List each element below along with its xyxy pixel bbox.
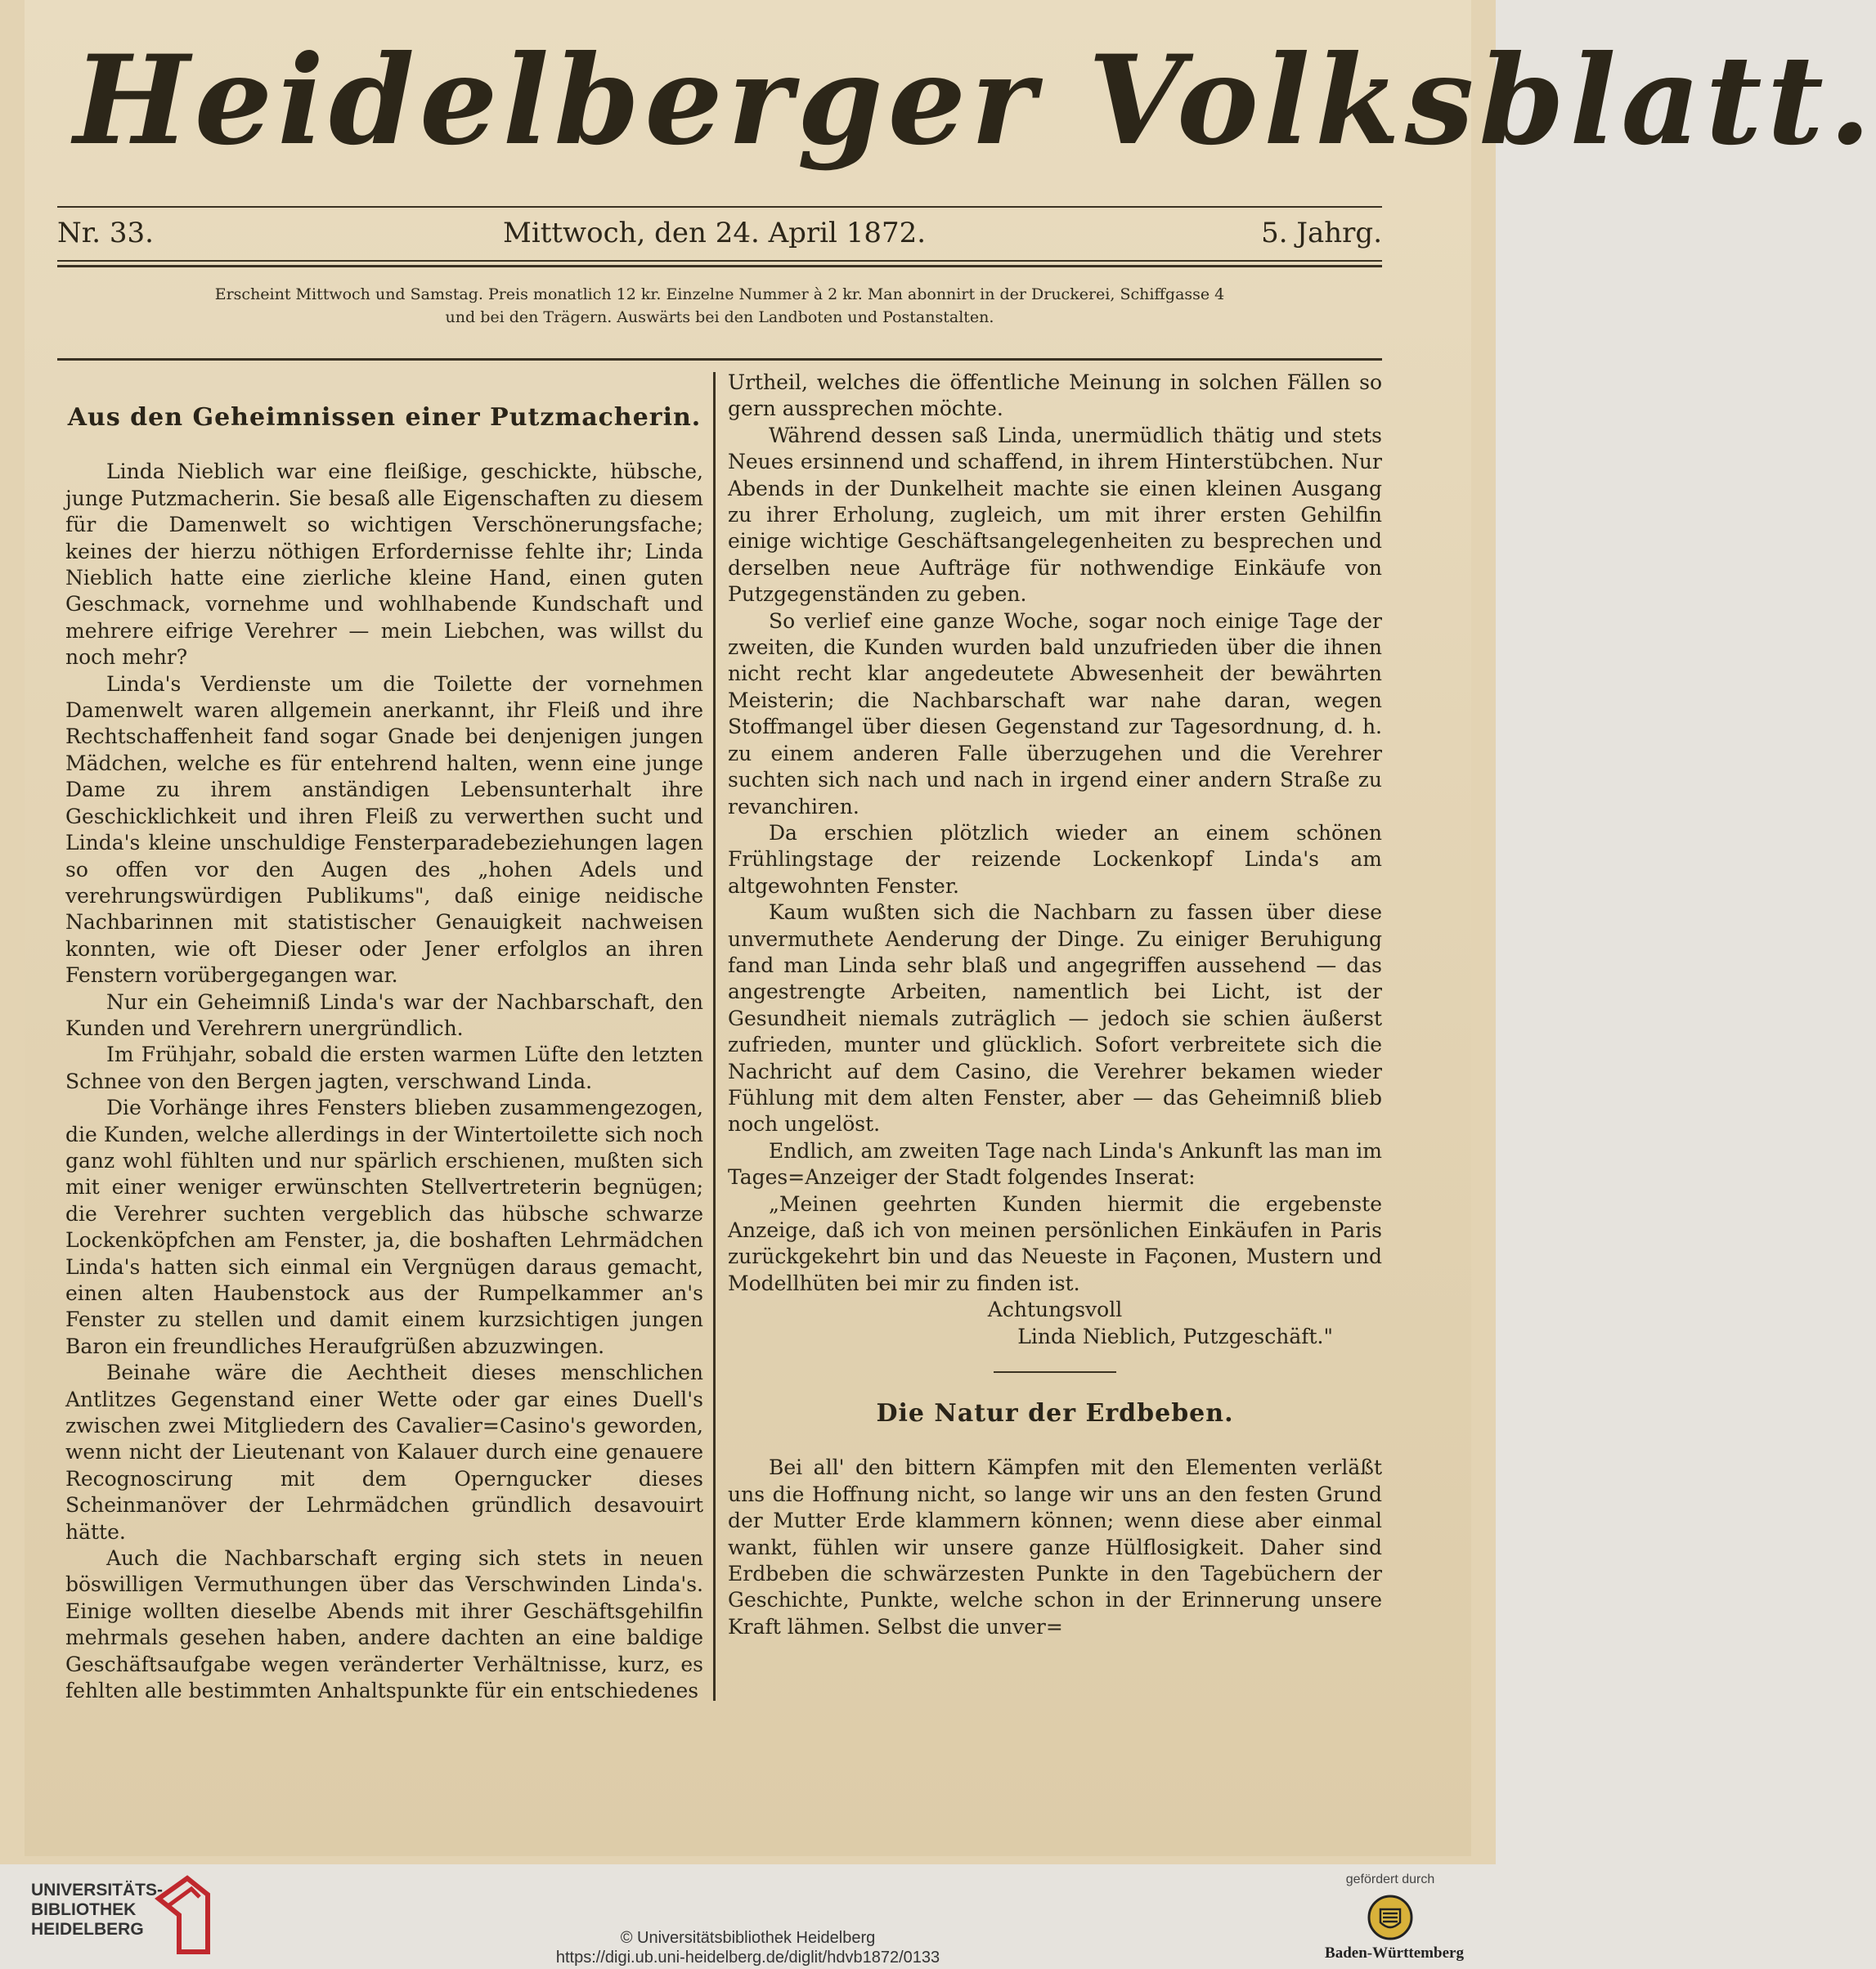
ub-logo-line: BIBLIOTHEK (31, 1900, 137, 1919)
permalink-url[interactable]: https://digi.ub.uni-heidelberg.de/diglit/hdvb1872/0133 (555, 1949, 940, 1967)
subscription-line-1: Erscheint Mittwoch und Samstag. Preis monatlich 12 kr. Einzelne Nummer à 2 kr. Man abonnirt in der Druckerei, Schiffgasse 4 (214, 285, 1225, 303)
article-divider (994, 1371, 1116, 1373)
article1-paragraph: Im Frühjahr, sobald die ersten warmen Lüfte den letzten Schnee von den Bergen jagten, verschwand Linda. (65, 1043, 703, 1093)
column-separator (713, 372, 716, 1701)
article1-paragraph: Linda's Verdienste um die Toilette der vornehmen Damenwelt waren allgemein anerkannt, ihr Fleiß und ihre Rechtschaffenheit fand sogar Gnade bei denjenigen jungen Mädchen, welche es für entehrend halten, wenn eine junge Dame zu ihrem anständigen Lebensunterhalt ihre Geschicklichkeit und ihren Fleiß zu verwerthen sucht und Linda's kleine unschuldige Fensterparadebeziehungen lagen so offen vor den Augen des „hohen Adels und verehrungswürdigen Publikums", daß einige neidische Nachbarinnen mit statistischer Genauigkeit nachweisen konnten, wie oft Dieser oder Jener erfolglos an ihren Fenstern vorübergegangen war. (65, 671, 703, 988)
issue-year: 5. Jahrg. (1261, 217, 1382, 249)
issue-rule-thin (57, 260, 1382, 262)
article1-paragraph: Beinahe wäre die Aechtheit dieses menschlichen Antlitzes Gegenstand einer Wette oder gar eines Duell's zwischen zwei Mitgliedern des Cavalier=Casino's geworden, wenn nicht der Lieutenant von Kalauer durch eine genauere Recognoscirung mit dem Operngucker dieses Scheinmanöver der Lehrmädchen gründlich desavouirt hätte. (65, 1361, 703, 1544)
article1-continuation: Urtheil, welches die öffentliche Meinung in solchen Fällen so gern aussprechen möchte. (728, 370, 1382, 421)
inserat-signoff: Achtungsvoll (987, 1298, 1123, 1322)
issue-date: Mittwoch, den 24. April 1872. (503, 217, 927, 249)
issue-rule-thick (57, 265, 1382, 267)
article1-continuation: Da erschien plötzlich wieder an einem schönen Frühlingstage der reizende Lockenkopf Linda's am altgewohnten Fenster. (728, 820, 1382, 898)
copyright-notice: © Universitätsbibliothek Heidelberg (620, 1929, 876, 1947)
article2-paragraph: Bei all' den bittern Kämpfen mit den Elementen verläßt uns die Hoffnung nicht, so lange wir uns an den festen Grund der Mutter Erde klammern können; wenn diese aber einmal wankt, fühlen wir unsere ganze Hülflosigkeit. Daher sind Erdbeben die schwärzesten Punkte in den Tagebüchern der Geschichte, Punkte, welche schon in der Erinnerung unsere Kraft lähmen. Selbst die unver= (728, 1455, 1382, 1639)
inserat-text: „Meinen geehrten Kunden hiermit die ergebenste Anzeige, daß ich von meinen persönlichen Einkäufen in Paris zurückgekehrt bin und das Neueste in Façonen, Mustern und Modellhüten bei mir zu finden ist. (728, 1191, 1382, 1295)
subscription-rule (57, 358, 1382, 361)
funded-by-label: gefördert durch (1345, 1873, 1435, 1886)
ub-logo-line: HEIDELBERG (31, 1920, 144, 1939)
issue-number: Nr. 33. (57, 217, 154, 249)
issue-line (57, 209, 1382, 258)
masthead-rule-top (57, 206, 1382, 208)
baden-wuerttemberg-label: Baden-Württemberg (1325, 1944, 1464, 1962)
inserat-signature: Linda Nieblich, Putzgeschäft." (1017, 1324, 1333, 1348)
article1-paragraph: Nur ein Geheimniß Linda's war der Nachbarschaft, den Kunden und Verehrern unergründlich. (65, 989, 703, 1040)
column-left (65, 372, 703, 1705)
ub-logo-line: UNIVERSITÄTS- (31, 1881, 164, 1899)
newspaper-page (25, 0, 1876, 1856)
article1-continuation: So verlief eine ganze Woche, sogar noch einige Tage der zweiten, die Kunden wurden bald unzufrieden über die ihnen nicht recht klar angedeutete Abwesenheit der bewährten Meisterin; die Nachbarschaft war nahe daran, wegen Stoffmangel über diesen Gegenstand zur Tagesordnung, d. h. zu einem anderen Falle überzugehen und die Verehrer suchten sich nach und nach in irgend einer andern Straße zu revanchiren. (728, 608, 1382, 819)
masthead-title: Heidelberger Volksblatt. (74, 29, 1876, 173)
article1-continuation: Endlich, am zweiten Tage nach Linda's Ankunft las man im Tages=Anzeiger der Stadt folgendes Inserat: (728, 1138, 1382, 1190)
article2-title: Die Natur der Erdbeben. (876, 1399, 1234, 1429)
article1-title: Aus den Geheimnissen einer Putzmacherin. (67, 403, 702, 432)
column-right (728, 370, 1382, 1640)
baden-wuerttemberg-seal-icon (1358, 1893, 1423, 1942)
article1-continuation: Während dessen saß Linda, unermüdlich thätig und stets Neues ersinnend und schaffend, in ihrem Hinterstübchen. Nur Abends in der Dunkelheit machte sie einen kleinen Ausgang zu ihrer Erholung, zugleich, um mit ihrer ersten Gehilfin einige wichtige Geschäftsangelegenheiten zu besprechen und derselben neue Aufträge für nothwendige Einkäufe von Putzgegenständen zu geben. (728, 423, 1382, 607)
article1-paragraph: Die Vorhänge ihres Fensters blieben zusammengezogen, die Kunden, welche allerdings in der Wintertoilette sich noch ganz wohl fühlten und nur spärlich erschienen, mußten sich mit einer weniger erwünschten Stellvertreterin begnügen; die Verehrer suchten vergeblich das hübsche schwarze Lockenköpfchen am Fenster, ja, die boshaften Lehrmädchen Linda's hatten sich einmal ein Vergnügen daraus gemacht, einen alten Haubenstock aus der Rumpelkammer an's Fenster zu stellen und damit einem kurzsichtigen jungen Baron ein freundliches Heraufgrüßen abzuzwingen. (65, 1096, 703, 1358)
article1-paragraph: Auch die Nachbarschaft erging sich stets in neuen böswilligen Vermuthungen über das Verschwinden Linda's. Einige wollten dieselbe Abends mit ihrer Geschäftsgehilfin mehrmals gesehen haben, andere dachten an eine baldige Geschäftsaufgabe wegen veränderter Verhältnisse, kurz, es fehlten alle bestimmten Anhaltspunkte für ein entschiedenes (65, 1546, 703, 1703)
article1-paragraph: Linda Nieblich war eine fleißige, geschickte, hübsche, junge Putzmacherin. Sie besaß alle Eigenschaften zu diesem für die Damenwelt so wichtigen Verschönerungsfache; keines der hierzu nöthigen Erfordernisse fehlte ihr; Linda Nieblich hatte eine zierliche kleine Hand, einen guten Geschmack, vornehme und wohlhabende Kundschaft und mehrere eifrige Verehrer — mein Liebchen, was willst du noch mehr? (65, 460, 703, 670)
article1-continuation: Kaum wußten sich die Nachbarn zu fassen über diese unvermuthete Aenderung der Dinge. Zu einiger Beruhigung fand man Linda sehr blaß und angegriffen aussehend — das angestrengte Arbeiten, namentlich bei Licht, ist der Gesundheit niemals zuträglich — jedoch sie schien äußerst zufrieden, munter und glücklich. Sofort verbreitete sich die Nachricht auf dem Casino, die Verehrer bekamen wieder Fühlung mit dem alten Fenster, aber — das Geheimniß blieb noch ungelöst. (728, 900, 1382, 1137)
subscription-line-2: und bei den Trägern. Auswärts bei den Landboten und Postanstalten. (445, 308, 994, 326)
